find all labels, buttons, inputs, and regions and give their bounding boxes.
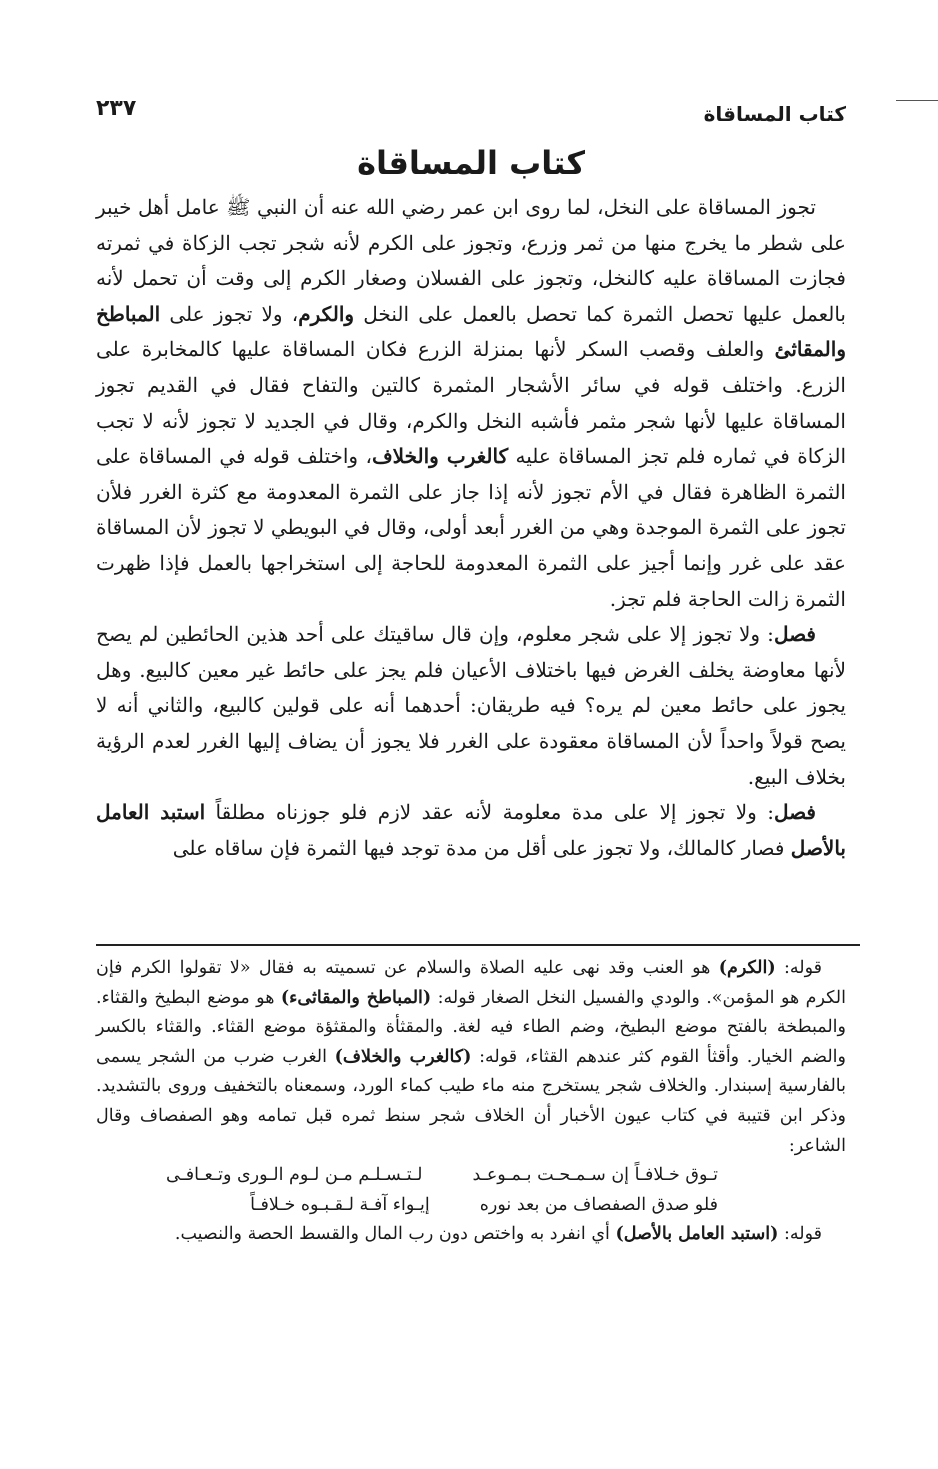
text-run: هو موضع البطيخ والقثاء. والمبطخة بالفتح موضع البطيخ، وضم الطاء فيه لغة. والمقثأة والمقثؤة موضع القثاء. والقثاء بالكسر والضم الخيار. وأقثأ القوم كثر عندهم القثاء، قوله: xyxy=(96,987,846,1067)
text-run: أي انفرد به واختص دون رب المال والقسط الحصة والنصيب. xyxy=(174,1224,616,1245)
section-label: فصل xyxy=(773,622,816,647)
verse-hemistich: فلو صدق الصفصاف من بعد نوره xyxy=(479,1194,718,1215)
text-run: ، ولا تجوز على xyxy=(160,301,299,326)
section-label: فصل xyxy=(773,800,816,825)
bold-term: (الكرم) xyxy=(718,958,776,978)
paragraph-3 xyxy=(96,795,846,866)
text-run: هو العنب وقد نهى عليه الصلاة والسلام عن تسميته به فقال «لا تقولوا الكرم فإن الكرم هو المؤمن». والودي والفسيل النخل الصغار قوله: xyxy=(96,958,846,1008)
main-text xyxy=(96,190,846,866)
bold-term: كالغرب والخلاف xyxy=(371,444,509,469)
text-run: ، واختلف قوله في المساقاة على الثمرة الظاهرة فقال في الأم تجوز لأنه إذا جاز على الثمرة المعدومة مع كثرة الغرر فلأن تجوز على الثمرة الموجدة وهي من الغرر أبعد أولى، وقال في البويطي لا تجوز لأن المساقاة عقد على غرر وإنما أجيز على الثمرة المعدومة للحاجة إلى استخراجها بالعمل فإذا ظهرت الثمرة زالت الحاجة فلم تجز. xyxy=(96,444,846,611)
verse-line-2 xyxy=(96,1191,846,1221)
footnote-2 xyxy=(96,1220,846,1250)
page-number: ٢٣٧ xyxy=(96,96,137,121)
text-run: : ولا تجوز إلا على مدة معلومة لأنه عقد لازم فلو جوزناه مطلقاً xyxy=(205,800,774,825)
verse-hemistich: لـتـسـلـم مـن لـوم الـورى وتـعـافـى xyxy=(165,1165,423,1186)
running-head-title: كتاب المساقاة xyxy=(703,102,846,126)
running-head xyxy=(96,92,846,132)
paragraph-1 xyxy=(96,190,846,617)
footnote-divider xyxy=(96,944,860,946)
verse-line-1 xyxy=(96,1161,846,1191)
verse-hemistich: تـوق خـلافـاً إن سـمـحـت بـمـوعـد xyxy=(472,1165,718,1186)
footnotes xyxy=(96,954,846,1250)
paragraph-2 xyxy=(96,617,846,795)
bold-term: استبد العامل بالأصل xyxy=(96,800,846,860)
bold-term: والكرم xyxy=(298,301,355,326)
text-run: والعلف وقصب السكر لأنها بمنزلة الزرع فكان المساقاة عليها كالمخابرة على الزرع. واختلف قوله في سائر الأشجار المثمرة كالتين والتفاح فقال في القديم تجوز المساقاة عليها لأنها شجر مثمر فأشبه النخل والكرم، وقال في الجديد لا تجوز لأنه لا تجب الزكاة في ثماره فلم تجز المساقاة عليه xyxy=(96,337,847,469)
text-run: قوله: xyxy=(775,958,822,978)
edge-mark xyxy=(896,100,938,101)
verse-hemistich: إيـواء آفـة لـقـبـوه خـلافـاً xyxy=(250,1194,430,1215)
bold-term: المباطخ والمقاثئ xyxy=(96,301,846,362)
text-run: تجوز المساقاة على النخل، لما روى ابن عمر رضي الله عنه أن النبي ﷺ عامل أهل خيبر على شطر ما يخرج منها من ثمر وزرع، وتجوز على الكرم لأنه شجر تجب الزكاة في ثمرته فجازت المساقاة عليه كالنخل، وتجوز على الفسلان وصغار الكرم إلى وقت أن تحمل لأنه بالعمل عليها تحصل الثمرة كما تحصل بالعمل على النخل xyxy=(96,195,846,326)
text-run: الغرب ضرب من الشجر يسمى بالفارسية إسبندار. والخلاف شجر يستخرج منه ماء طيب كماء الورد، وسمعناه بالتخفيف وروى بالتشديد. وذكر ابن قتيبة في كتاب عيون الأخبار أن الخلاف شجر سنط ثمره قبل تمامه وهو الصفصاف وقال الشاعر: xyxy=(96,1046,846,1156)
footnote-1 xyxy=(96,954,846,1161)
bold-term: (استبد العامل بالأصل) xyxy=(615,1224,779,1245)
bold-term: (كالغرب والخلاف) xyxy=(334,1046,472,1067)
chapter-title: كتاب المساقاة xyxy=(357,144,585,182)
text-run: فصار كالمالك، ولا تجوز على أقل من مدة توجد فيها الثمرة فإن ساقاه على xyxy=(172,835,791,860)
bold-term: (المباطخ والمقاثىء) xyxy=(280,987,432,1008)
text-run: : ولا تجوز إلا على شجر معلوم، وإن قال ساقيتك على أحد هذين الحائطين لم يصح لأنها معاوضة يخلف الغرض فيها باختلاف الأعيان فلم يجز على حائط غير معين كالبيع. وهل يجوز على حائط معين لم يره؟ فيه طريقان: أحدهما أنه على قولين كالبيع، والثاني أنه لا يصح قولاً واحداً لأن المساقاة معقودة على الغرر فلا يجوز أن يضاف إليها الغرر لعدم الرؤية بخلاف البيع. xyxy=(96,622,846,789)
text-run: قوله: xyxy=(778,1224,822,1245)
